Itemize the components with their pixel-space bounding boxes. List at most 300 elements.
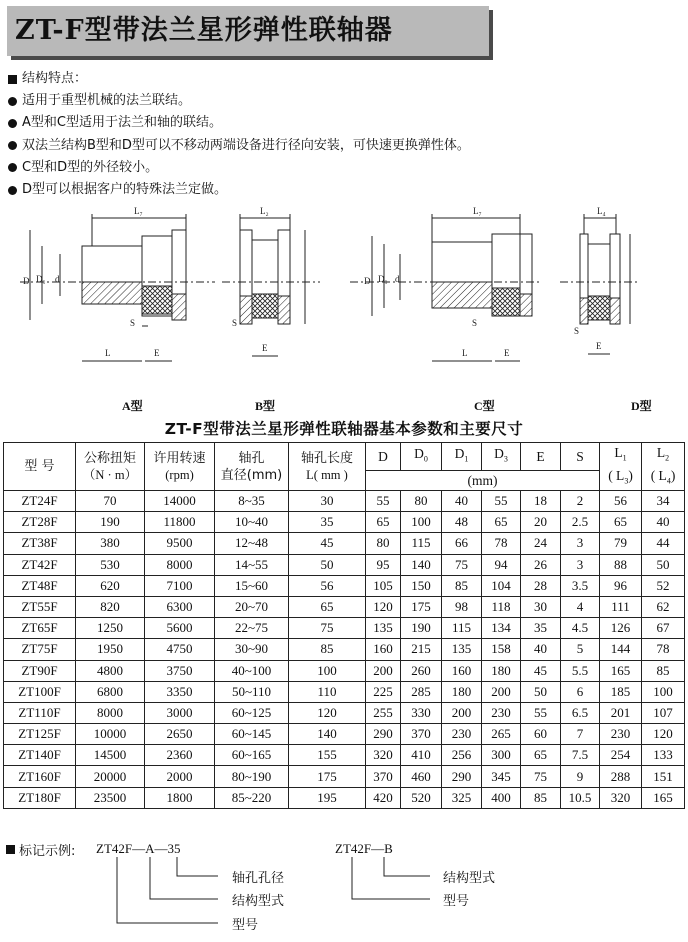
svg-text:D: D <box>23 276 30 286</box>
header-L3-close: ) <box>628 467 633 483</box>
cell-L1: 288 <box>600 766 642 787</box>
cell-L1: 185 <box>600 681 642 702</box>
cell-S: 5 <box>561 639 600 660</box>
cell-model: ZT38F <box>4 533 76 554</box>
bullet-icon <box>8 119 17 128</box>
cell-D1: 40 <box>442 491 482 512</box>
cell-bore: 60~125 <box>215 702 289 723</box>
cell-model: ZT110F <box>4 702 76 723</box>
cell-D0: 175 <box>401 596 442 617</box>
cell-speed: 2650 <box>145 724 215 745</box>
table-row <box>4 639 685 660</box>
header-S: S <box>561 443 600 471</box>
cell-S: 2 <box>561 491 600 512</box>
drawing-type-d <box>560 214 640 354</box>
cell-E: 30 <box>521 596 561 617</box>
cell-length: 45 <box>289 533 366 554</box>
cell-S: 3 <box>561 533 600 554</box>
cell-L1: 201 <box>600 702 642 723</box>
cell-E: 20 <box>521 512 561 533</box>
cell-length: 50 <box>289 554 366 575</box>
table-row <box>4 533 685 554</box>
cell-length: 155 <box>289 745 366 766</box>
header-speed-unit: (rpm) <box>165 467 194 482</box>
cell-D3: 200 <box>482 681 521 702</box>
cell-E: 85 <box>521 787 561 808</box>
header-L3-main: ( L <box>608 467 625 483</box>
cell-length: 120 <box>289 702 366 723</box>
marking-example-1: ZT42F—A—35 <box>96 841 181 856</box>
cell-D: 105 <box>366 575 401 596</box>
cell-D3: 300 <box>482 745 521 766</box>
header-torque-unit: （N · m） <box>82 467 138 482</box>
cell-D1: 180 <box>442 681 482 702</box>
table-row <box>4 745 685 766</box>
technical-drawings <box>0 196 688 418</box>
cell-D: 370 <box>366 766 401 787</box>
svg-text:E: E <box>596 341 602 351</box>
cell-L1: 230 <box>600 724 642 745</box>
cell-D3: 400 <box>482 787 521 808</box>
cell-E: 26 <box>521 554 561 575</box>
header-D: D <box>366 443 401 471</box>
bullet-icon <box>8 186 17 195</box>
cell-model: ZT65F <box>4 618 76 639</box>
svg-text:E: E <box>154 348 160 358</box>
cell-D1: 98 <box>442 596 482 617</box>
cell-D3: 94 <box>482 554 521 575</box>
cell-E: 55 <box>521 702 561 723</box>
cell-torque: 530 <box>76 554 145 575</box>
cell-bore: 60~165 <box>215 745 289 766</box>
svg-text:d: d <box>55 274 60 284</box>
cell-L2: 100 <box>642 681 685 702</box>
header-length-unit: L( mm ) <box>306 467 348 482</box>
cell-D0: 215 <box>401 639 442 660</box>
feature-item <box>8 157 470 179</box>
cell-model: ZT90F <box>4 660 76 681</box>
cell-bore: 30~90 <box>215 639 289 660</box>
cell-S: 5.5 <box>561 660 600 681</box>
header-torque-label: 公称扭矩 <box>83 450 136 466</box>
header-speed-label: 许用转速 <box>153 450 206 466</box>
cell-D3: 345 <box>482 766 521 787</box>
cell-speed: 14000 <box>145 491 215 512</box>
svg-text:S: S <box>574 326 580 336</box>
cell-D0: 370 <box>401 724 442 745</box>
cell-E: 24 <box>521 533 561 554</box>
cell-speed: 3750 <box>145 660 215 681</box>
svg-text:D: D <box>364 276 371 286</box>
cell-D0: 285 <box>401 681 442 702</box>
note-structure-type: 结构型式 <box>232 894 285 909</box>
cell-torque: 8000 <box>76 702 145 723</box>
cell-D3: 104 <box>482 575 521 596</box>
bullet-icon <box>8 97 17 106</box>
cell-L1: 65 <box>600 512 642 533</box>
table-row <box>4 681 685 702</box>
cell-D3: 65 <box>482 512 521 533</box>
cell-E: 18 <box>521 491 561 512</box>
page-title: ZT-F型带法兰星形弹性联轴器 <box>7 6 489 56</box>
cell-S: 6 <box>561 681 600 702</box>
cell-model: ZT125F <box>4 724 76 745</box>
cell-L2: 44 <box>642 533 685 554</box>
cell-bore: 8~35 <box>215 491 289 512</box>
header-L2 <box>642 444 684 467</box>
cell-D: 320 <box>366 745 401 766</box>
table-row <box>4 724 685 745</box>
cell-D3: 55 <box>482 491 521 512</box>
cell-speed: 8000 <box>145 554 215 575</box>
cell-S: 4 <box>561 596 600 617</box>
cell-torque: 380 <box>76 533 145 554</box>
note-structure-type-2: 结构型式 <box>443 871 496 886</box>
cell-bore: 15~60 <box>215 575 289 596</box>
cell-length: 56 <box>289 575 366 596</box>
cell-L1: 254 <box>600 745 642 766</box>
cell-D0: 190 <box>401 618 442 639</box>
cell-length: 110 <box>289 681 366 702</box>
cell-D0: 140 <box>401 554 442 575</box>
cell-speed: 9500 <box>145 533 215 554</box>
cell-E: 35 <box>521 618 561 639</box>
cell-L1: 111 <box>600 596 642 617</box>
svg-text:L₂: L₂ <box>260 206 269 216</box>
cell-speed: 4750 <box>145 639 215 660</box>
svg-text:E: E <box>262 343 268 353</box>
cell-torque: 1250 <box>76 618 145 639</box>
cell-D3: 180 <box>482 660 521 681</box>
cell-torque: 23500 <box>76 787 145 808</box>
note-model: 型号 <box>232 918 259 933</box>
cell-bore: 12~48 <box>215 533 289 554</box>
header-E: E <box>521 443 561 471</box>
drawing-type-a <box>20 214 215 361</box>
cell-D1: 85 <box>442 575 482 596</box>
cell-E: 60 <box>521 724 561 745</box>
table-row <box>4 512 685 533</box>
cell-D0: 100 <box>401 512 442 533</box>
cell-bore: 10~40 <box>215 512 289 533</box>
cell-D: 135 <box>366 618 401 639</box>
cell-length: 195 <box>289 787 366 808</box>
cell-L1: 96 <box>600 575 642 596</box>
cell-bore: 60~145 <box>215 724 289 745</box>
header-L1-sub: 1 <box>622 453 627 463</box>
feature-item <box>8 90 470 112</box>
cell-S: 2.5 <box>561 512 600 533</box>
cell-L2: 52 <box>642 575 685 596</box>
cell-L1: 320 <box>600 787 642 808</box>
cell-bore: 50~110 <box>215 681 289 702</box>
table-title: ZT-F型带法兰星形弹性联轴器基本参数和主要尺寸 <box>164 420 524 438</box>
header-L4-close: ) <box>670 467 676 483</box>
cell-torque: 10000 <box>76 724 145 745</box>
cell-speed: 3000 <box>145 702 215 723</box>
cell-speed: 3350 <box>145 681 215 702</box>
drawing-label-c: C型 <box>474 399 495 413</box>
cell-bore: 14~55 <box>215 554 289 575</box>
cell-D0: 115 <box>401 533 442 554</box>
cell-D: 225 <box>366 681 401 702</box>
header-D3-main: D <box>494 446 504 462</box>
cell-L1: 79 <box>600 533 642 554</box>
drawing-label-b: B型 <box>255 399 276 413</box>
cell-length: 175 <box>289 766 366 787</box>
svg-text:L₇: L₇ <box>134 206 143 216</box>
header-D0-main: D <box>414 446 424 462</box>
header-L1 <box>600 444 641 467</box>
cell-D: 55 <box>366 491 401 512</box>
feature-text: 适用于重型机械的法兰联结。 <box>22 93 192 109</box>
cell-L1: 126 <box>600 618 642 639</box>
header-L2-sub: 2 <box>665 453 670 463</box>
header-D0-sub: 0 <box>423 454 428 464</box>
header-length-label: 轴孔长度 <box>300 450 353 466</box>
cell-speed: 7100 <box>145 575 215 596</box>
cell-D: 420 <box>366 787 401 808</box>
cell-L2: 165 <box>642 787 685 808</box>
header-D1-main: D <box>454 446 465 462</box>
cell-length: 30 <box>289 491 366 512</box>
svg-text:L₄: L₄ <box>597 206 606 216</box>
cell-speed: 5600 <box>145 618 215 639</box>
header-L2-main: L <box>656 444 666 460</box>
spec-table <box>3 442 685 809</box>
table-row <box>4 491 685 512</box>
spec-table-body <box>4 491 685 809</box>
cell-length: 35 <box>289 512 366 533</box>
feature-text: C型和D型的外径较小。 <box>22 159 159 175</box>
cell-model: ZT48F <box>4 575 76 596</box>
cell-model: ZT28F <box>4 512 76 533</box>
cell-length: 100 <box>289 660 366 681</box>
table-row <box>4 702 685 723</box>
table-row <box>4 787 685 808</box>
svg-text:D₁: D₁ <box>36 274 46 284</box>
cell-torque: 190 <box>76 512 145 533</box>
cell-model: ZT140F <box>4 745 76 766</box>
header-length <box>289 443 366 491</box>
svg-text:d: d <box>395 274 400 284</box>
cell-torque: 4800 <box>76 660 145 681</box>
cell-L2: 85 <box>642 660 685 681</box>
cell-D0: 520 <box>401 787 442 808</box>
cell-D0: 80 <box>401 491 442 512</box>
cell-model: ZT100F <box>4 681 76 702</box>
header-L4-sub: 4 <box>666 476 671 486</box>
marking-example-2: ZT42F—B <box>335 841 393 856</box>
drawing-label-d: D型 <box>631 399 652 413</box>
cell-D0: 460 <box>401 766 442 787</box>
note-model-2: 型号 <box>443 894 470 909</box>
cell-L2: 67 <box>642 618 685 639</box>
header-D0 <box>401 443 442 471</box>
header-model: 型 号 <box>4 443 76 491</box>
svg-text:L: L <box>105 348 111 358</box>
header-bore <box>215 443 289 491</box>
cell-model: ZT180F <box>4 787 76 808</box>
header-L3 <box>600 467 641 490</box>
cell-length: 75 <box>289 618 366 639</box>
marking-label-text: 标记示例: <box>19 844 76 859</box>
svg-text:L: L <box>462 348 468 358</box>
cell-D3: 78 <box>482 533 521 554</box>
cell-bore: 80~190 <box>215 766 289 787</box>
cell-S: 7 <box>561 724 600 745</box>
cell-D0: 330 <box>401 702 442 723</box>
header-L4 <box>642 467 684 490</box>
cell-length: 65 <box>289 596 366 617</box>
header-mm-unit: (mm) <box>366 471 600 491</box>
cell-D1: 325 <box>442 787 482 808</box>
header-D3 <box>482 443 521 471</box>
cell-L1: 144 <box>600 639 642 660</box>
cell-D1: 290 <box>442 766 482 787</box>
cell-length: 85 <box>289 639 366 660</box>
cell-D3: 230 <box>482 702 521 723</box>
cell-E: 45 <box>521 660 561 681</box>
header-L2-L4 <box>642 443 685 491</box>
cell-D0: 410 <box>401 745 442 766</box>
cell-speed: 1800 <box>145 787 215 808</box>
cell-D1: 115 <box>442 618 482 639</box>
table-row <box>4 596 685 617</box>
cell-L2: 107 <box>642 702 685 723</box>
header-bore-label: 轴孔 <box>238 450 265 466</box>
cell-L2: 50 <box>642 554 685 575</box>
cell-S: 7.5 <box>561 745 600 766</box>
feature-text: 双法兰结构B型和D型可以不移动两端设备进行径向安装，可快速更换弹性体。 <box>22 137 470 153</box>
cell-D1: 75 <box>442 554 482 575</box>
cell-L2: 151 <box>642 766 685 787</box>
header-D1-sub: 1 <box>464 454 469 464</box>
cell-torque: 70 <box>76 491 145 512</box>
cell-E: 40 <box>521 639 561 660</box>
note-bore-diameter: 轴孔孔径 <box>232 871 285 886</box>
cell-L2: 133 <box>642 745 685 766</box>
cell-D3: 118 <box>482 596 521 617</box>
cell-L1: 88 <box>600 554 642 575</box>
cell-bore: 22~75 <box>215 618 289 639</box>
cell-E: 75 <box>521 766 561 787</box>
bullet-icon <box>8 141 17 150</box>
cell-model: ZT24F <box>4 491 76 512</box>
cell-bore: 85~220 <box>215 787 289 808</box>
cell-bore: 20~70 <box>215 596 289 617</box>
cell-D: 80 <box>366 533 401 554</box>
marking-example-section <box>0 836 688 942</box>
cell-D0: 150 <box>401 575 442 596</box>
cell-D: 160 <box>366 639 401 660</box>
cell-L2: 120 <box>642 724 685 745</box>
cell-S: 9 <box>561 766 600 787</box>
cell-D1: 48 <box>442 512 482 533</box>
cell-S: 10.5 <box>561 787 600 808</box>
cell-L2: 34 <box>642 491 685 512</box>
cell-S: 6.5 <box>561 702 600 723</box>
cell-torque: 1950 <box>76 639 145 660</box>
cell-D: 95 <box>366 554 401 575</box>
marking-leader-lines <box>0 836 688 942</box>
cell-L2: 40 <box>642 512 685 533</box>
cell-E: 28 <box>521 575 561 596</box>
cell-S: 3 <box>561 554 600 575</box>
cell-speed: 2000 <box>145 766 215 787</box>
coupling-drawings-svg <box>0 196 688 418</box>
header-D1 <box>442 443 482 471</box>
cell-torque: 820 <box>76 596 145 617</box>
cell-D1: 256 <box>442 745 482 766</box>
cell-model: ZT75F <box>4 639 76 660</box>
cell-D1: 230 <box>442 724 482 745</box>
header-torque <box>76 443 145 491</box>
cell-model: ZT55F <box>4 596 76 617</box>
cell-D0: 260 <box>401 660 442 681</box>
features-section <box>8 68 470 201</box>
drawing-type-c <box>350 214 540 361</box>
svg-text:S: S <box>232 318 238 328</box>
cell-torque: 6800 <box>76 681 145 702</box>
cell-torque: 14500 <box>76 745 145 766</box>
cell-D: 120 <box>366 596 401 617</box>
header-speed <box>145 443 215 491</box>
bullet-icon <box>8 163 17 172</box>
svg-text:D₁: D₁ <box>378 274 388 284</box>
cell-speed: 6300 <box>145 596 215 617</box>
cell-bore: 40~100 <box>215 660 289 681</box>
cell-torque: 620 <box>76 575 145 596</box>
cell-D3: 134 <box>482 618 521 639</box>
cell-model: ZT42F <box>4 554 76 575</box>
cell-model: ZT160F <box>4 766 76 787</box>
svg-text:S: S <box>130 318 136 328</box>
header-L1-L3 <box>600 443 642 491</box>
svg-text:L₇: L₇ <box>473 206 482 216</box>
feature-text: A型和C型适用于法兰和轴的联结。 <box>22 115 222 131</box>
cell-speed: 11800 <box>145 512 215 533</box>
table-row <box>4 766 685 787</box>
feature-text: D型可以根据客户的特殊法兰定做。 <box>22 182 228 198</box>
cell-S: 3.5 <box>561 575 600 596</box>
feature-item <box>8 112 470 134</box>
cell-speed: 2360 <box>145 745 215 766</box>
cell-D3: 158 <box>482 639 521 660</box>
square-bullet-icon <box>8 75 17 84</box>
cell-D: 65 <box>366 512 401 533</box>
drawing-label-a: A型 <box>122 399 143 413</box>
table-row <box>4 660 685 681</box>
cell-D: 255 <box>366 702 401 723</box>
cell-S: 4.5 <box>561 618 600 639</box>
header-L1-main: L <box>614 444 623 460</box>
cell-L1: 56 <box>600 491 642 512</box>
cell-L2: 62 <box>642 596 685 617</box>
header-L3-sub: 3 <box>624 476 629 486</box>
cell-D1: 200 <box>442 702 482 723</box>
cell-D1: 66 <box>442 533 482 554</box>
table-row <box>4 618 685 639</box>
cell-torque: 20000 <box>76 766 145 787</box>
feature-item <box>8 135 470 157</box>
header-bore-unit: 直径(mm) <box>220 467 283 483</box>
header-L4-main: ( L <box>650 467 667 483</box>
features-heading <box>8 68 470 90</box>
cell-length: 140 <box>289 724 366 745</box>
cell-E: 50 <box>521 681 561 702</box>
svg-text:S: S <box>472 318 478 328</box>
